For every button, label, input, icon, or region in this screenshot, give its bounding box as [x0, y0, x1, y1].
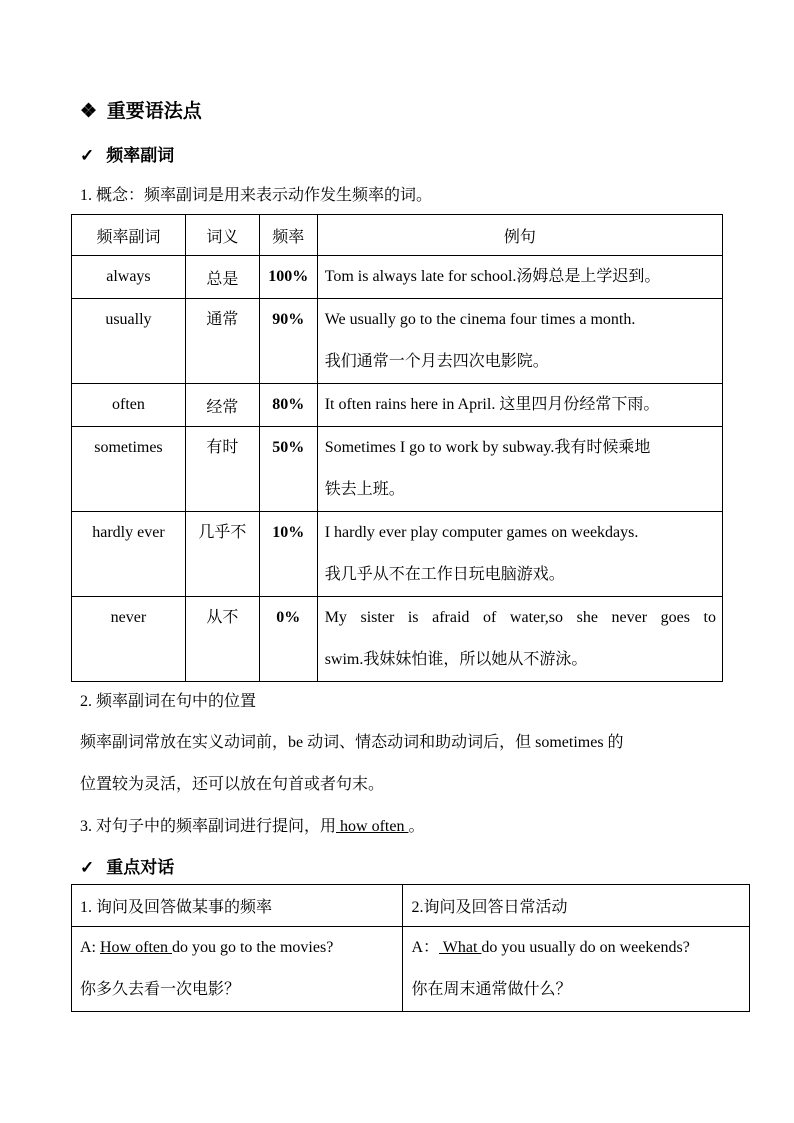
- header-frequency: 频率: [259, 215, 317, 256]
- question-line: [80, 813, 424, 836]
- dialog-heading: [80, 853, 174, 878]
- speaker-label: A：: [411, 939, 440, 956]
- example-line: Sometimes I go to work by subway.我有时候乘地: [324, 439, 651, 456]
- adverb-cell: never: [110, 609, 147, 626]
- example-line: I hardly ever play computer games on weekdays.: [324, 524, 639, 541]
- question-keyword: What: [439, 939, 482, 956]
- table-row: [72, 597, 723, 682]
- section-title: [80, 96, 202, 123]
- meaning-cell: 总是: [185, 256, 259, 299]
- meaning-cell: 几乎不: [198, 524, 247, 541]
- example-line: My sister is afraid of water,so she never goes to: [324, 609, 716, 626]
- section-title-text: 重要语法点: [106, 101, 202, 122]
- question-suffix: 。: [408, 818, 425, 835]
- table-row: [72, 299, 723, 384]
- answer-blank: how often: [336, 818, 409, 835]
- frequency-cell: 50%: [272, 439, 305, 456]
- header-adverb: 频率副词: [72, 215, 186, 256]
- adverb-cell: sometimes: [94, 439, 163, 456]
- concept-line: 1. 概念：频率副词是用来表示动作发生频率的词。: [80, 187, 433, 204]
- adverb-cell: hardly ever: [92, 524, 165, 541]
- checkmark-icon: ✓: [80, 146, 95, 165]
- dialog-translation: 你在周末通常做什么？: [411, 981, 572, 998]
- example-cell: [317, 299, 722, 384]
- diamond-bullet-icon: ❖: [80, 101, 98, 122]
- checkmark-icon: ✓: [80, 858, 95, 877]
- question-rest: do you go to the movies?: [171, 939, 334, 956]
- question-rest: do you usually do on weekends?: [481, 939, 690, 956]
- dialog-table: [71, 884, 750, 1012]
- example-cell: [317, 597, 722, 682]
- example-line: 我几乎从不在工作日玩电脑游戏。: [324, 566, 565, 583]
- frequency-adverb-table: [71, 214, 723, 682]
- table-header-row: [72, 215, 723, 256]
- adverb-cell: usually: [105, 311, 152, 328]
- meaning-cell: 通常: [206, 311, 239, 328]
- meaning-cell: 经常: [185, 384, 259, 427]
- dialog-content-row: [72, 927, 750, 1012]
- frequency-cell: 100%: [259, 256, 317, 299]
- table-row: [72, 427, 723, 512]
- example-line: We usually go to the cinema four times a month.: [324, 311, 636, 328]
- header-meaning: 词义: [185, 215, 259, 256]
- dialog-question: [80, 927, 402, 969]
- dialog-left-cell: [72, 927, 403, 1012]
- frequency-cell: 0%: [276, 609, 301, 626]
- question-keyword: How often: [100, 939, 172, 956]
- example-cell: It often rains here in April. 这里四月份经常下雨。: [317, 384, 722, 427]
- table-row: [72, 512, 723, 597]
- dialog-header-row: [72, 885, 750, 927]
- frequency-cell: 90%: [272, 311, 305, 328]
- table-row: [72, 384, 723, 427]
- header-example: 例句: [317, 215, 722, 256]
- dialog-translation: 你多久去看一次电影？: [80, 981, 241, 998]
- frequency-cell: 10%: [272, 524, 305, 541]
- freq-heading: [80, 141, 174, 166]
- dialog-header-left: 1. 询问及回答做某事的频率: [72, 885, 403, 927]
- table-row: [72, 256, 723, 299]
- dialog-heading-text: 重点对话: [106, 858, 175, 877]
- adverb-cell: often: [72, 384, 186, 427]
- speaker-label: A:: [80, 939, 100, 956]
- freq-heading-text: 频率副词: [106, 146, 175, 165]
- position-heading: 2. 频率副词在句中的位置: [80, 693, 257, 710]
- dialog-right-cell: [403, 927, 750, 1012]
- frequency-cell: 80%: [259, 384, 317, 427]
- example-line: 我们通常一个月去四次电影院。: [324, 353, 549, 370]
- meaning-cell: 有时: [206, 439, 239, 456]
- position-text-line: 频率副词常放在实义动词前，be 动词、情态动词和助动词后，但 sometimes 的: [80, 734, 624, 751]
- meaning-cell: 从不: [206, 609, 239, 626]
- position-text-line: 位置较为灵活，还可以放在句首或者句末。: [80, 776, 385, 793]
- example-cell: [317, 512, 722, 597]
- dialog-header-right: 2.询问及回答日常活动: [403, 885, 750, 927]
- adverb-cell: always: [72, 256, 186, 299]
- example-line: 铁去上班。: [324, 481, 405, 498]
- question-prefix: 3. 对句子中的频率副词进行提问，用: [80, 818, 337, 835]
- example-cell: [317, 427, 722, 512]
- example-cell: Tom is always late for school.汤姆总是上学迟到。: [317, 256, 722, 299]
- dialog-question: [411, 927, 749, 969]
- example-line: swim.我妹妹怕谁，所以她从不游泳。: [324, 651, 588, 668]
